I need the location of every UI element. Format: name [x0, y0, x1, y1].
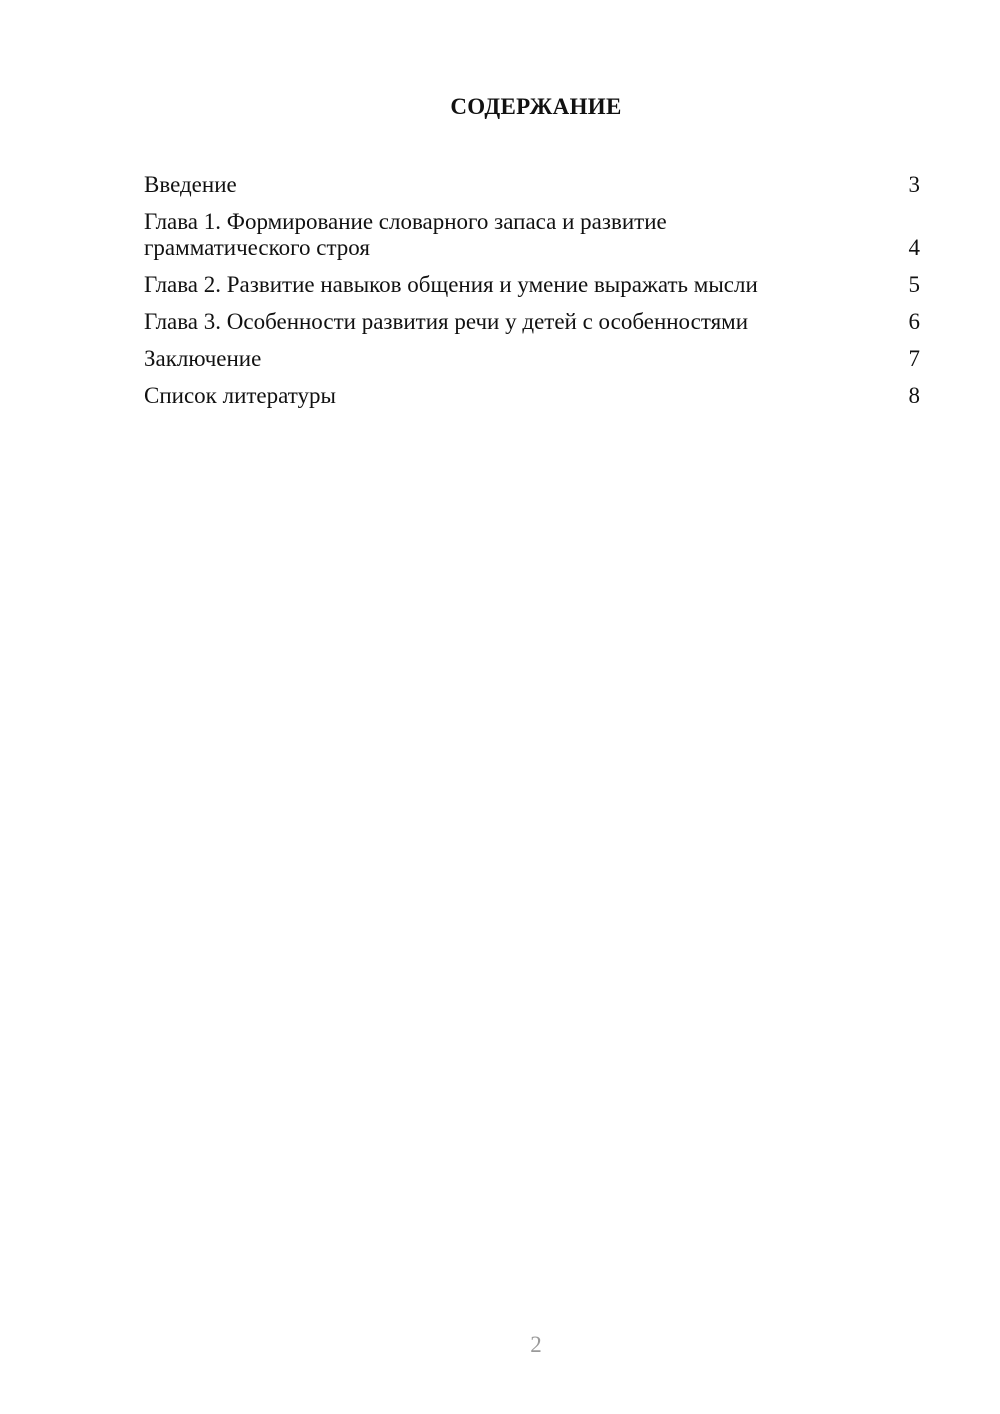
toc-entry-chapter-3[interactable] [144, 309, 920, 335]
toc-entry-page: 8 [908, 383, 920, 408]
toc-entry-label: Глава 3. Особенности развития речи у детей с особенностями [144, 309, 749, 334]
toc-entry-label: Список литературы [144, 383, 336, 408]
page-number: 2 [530, 1332, 542, 1357]
toc-entry-conclusion[interactable] [144, 346, 920, 372]
toc-entry-page: 4 [908, 235, 920, 260]
toc-title: СОДЕРЖАНИЕ [450, 94, 622, 119]
toc-entry-label: Введение [144, 172, 237, 197]
toc-entry-label: Глава 1. Формирование словарного запаса и развитие грамматического строя [144, 209, 667, 260]
toc-entry-label: Заключение [144, 346, 262, 371]
toc-entry-page: 3 [908, 172, 920, 197]
toc-entry-page: 5 [908, 272, 920, 297]
toc-entry-bibliography[interactable] [144, 383, 920, 409]
toc-entry-page: 7 [908, 346, 920, 371]
toc-entry-page: 6 [908, 309, 920, 334]
toc-entry-chapter-1[interactable] [144, 209, 920, 261]
toc-entry-label: Глава 2. Развитие навыков общения и умение выражать мысли [144, 272, 758, 297]
table-of-contents [144, 172, 920, 420]
toc-entry-chapter-2[interactable] [144, 272, 920, 298]
toc-entry-introduction[interactable] [144, 172, 920, 198]
